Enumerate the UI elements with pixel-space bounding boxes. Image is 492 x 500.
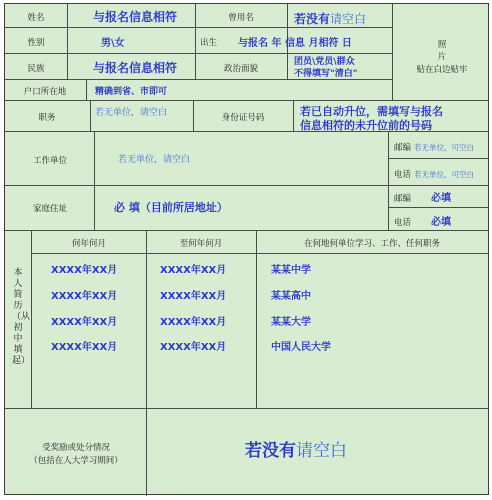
former-name-value-light: 请空白 xyxy=(330,12,367,26)
gender-label: 性别 xyxy=(27,38,45,48)
resume-row-3-from[interactable]: XXXX年XX月 xyxy=(51,317,118,328)
resume-row-4-where[interactable]: 中国人民大学 xyxy=(271,342,331,353)
former-name-value[interactable] xyxy=(294,8,366,27)
name-label: 姓名 xyxy=(27,13,45,23)
home-postcode-label: 邮编 xyxy=(394,194,412,204)
work-postcode-label: 邮编 xyxy=(394,143,412,153)
ethnicity-value[interactable]: 与报名信息相符 xyxy=(93,61,178,75)
former-name-label: 曾用名 xyxy=(228,13,254,23)
address-label: 家庭住址 xyxy=(32,204,68,214)
resume-row-2-where[interactable]: 某某高中 xyxy=(271,291,311,302)
work-phone-label: 电话 xyxy=(394,170,412,180)
birth-value[interactable]: 与报名 年 信息 月相符 日 xyxy=(238,38,352,49)
photo-label-2: 片 xyxy=(437,52,447,62)
home-phone-label: 电话 xyxy=(394,218,412,228)
resume-row-3-where[interactable]: 某某大学 xyxy=(271,317,311,328)
political-value-line2[interactable]: 不得填写"清白" xyxy=(294,69,358,79)
work-postcode-value[interactable]: 若无单位，可空白 xyxy=(414,143,474,152)
resume-col-to: 至何年何月 xyxy=(179,239,223,249)
work-unit-label: 工作单位 xyxy=(32,156,68,166)
resume-row-1-to[interactable]: XXXX年XX月 xyxy=(160,265,227,276)
id-label: 身份证号码 xyxy=(221,113,265,123)
resume-row-1-from[interactable]: XXXX年XX月 xyxy=(51,265,118,276)
resume-row-4-to[interactable]: XXXX年XX月 xyxy=(160,342,227,353)
awards-label-1: 受奖励或处分情况 xyxy=(41,443,111,453)
resume-col-where: 在何地何单位学习、工作、任何职务 xyxy=(303,239,441,249)
home-phone-value[interactable]: 必填 xyxy=(431,217,451,228)
resume-row-4-from[interactable]: XXXX年XX月 xyxy=(51,342,118,353)
birth-label: 出生 xyxy=(200,38,218,48)
work-phone-value[interactable]: 若无单位，可空白 xyxy=(414,170,474,179)
position-value[interactable]: 若无单位，请空白 xyxy=(95,108,168,118)
name-value[interactable]: 与报名信息相符 xyxy=(93,10,178,24)
photo-instruction: 贴在白边贴牢 xyxy=(416,65,468,75)
photo-label-1: 照 xyxy=(437,40,447,50)
political-value-line1[interactable]: 团员\党员\群众 xyxy=(294,57,355,67)
registration-form xyxy=(4,3,489,495)
id-value-line2[interactable]: 信息相符的未升位前的号码 xyxy=(300,119,432,132)
id-value-line1[interactable]: 若已自动升位，需填写与报名 xyxy=(300,105,443,118)
awards-label-2: （包括在人大学习期间） xyxy=(29,456,123,466)
position-label: 职务 xyxy=(38,113,56,123)
ethnicity-label: 民族 xyxy=(27,64,45,74)
political-label: 政治面貌 xyxy=(223,64,259,74)
awards-value[interactable] xyxy=(245,436,347,461)
hukou-value[interactable]: 精确到省、市即可 xyxy=(95,87,168,97)
hukou-label: 户口所在地 xyxy=(23,87,67,97)
work-unit-value[interactable]: 若无单位，请空白 xyxy=(118,155,191,165)
resume-col-from: 何年何月 xyxy=(71,239,107,249)
awards-value-light: 请空白 xyxy=(296,441,347,461)
resume-side-label: 本人简历（从初中填起） xyxy=(12,268,31,366)
resume-row-3-to[interactable]: XXXX年XX月 xyxy=(160,317,227,328)
gender-value[interactable]: 男\女 xyxy=(101,38,125,49)
former-name-value-bold: 若没有 xyxy=(294,12,331,26)
awards-value-bold: 若没有 xyxy=(245,441,296,461)
resume-row-1-where[interactable]: 某某中学 xyxy=(271,265,311,276)
address-value[interactable]: 必 填（目前所居地址） xyxy=(114,201,228,214)
resume-row-2-to[interactable]: XXXX年XX月 xyxy=(160,291,227,302)
resume-row-2-from[interactable]: XXXX年XX月 xyxy=(51,291,118,302)
home-postcode-value[interactable]: 必填 xyxy=(431,193,451,204)
